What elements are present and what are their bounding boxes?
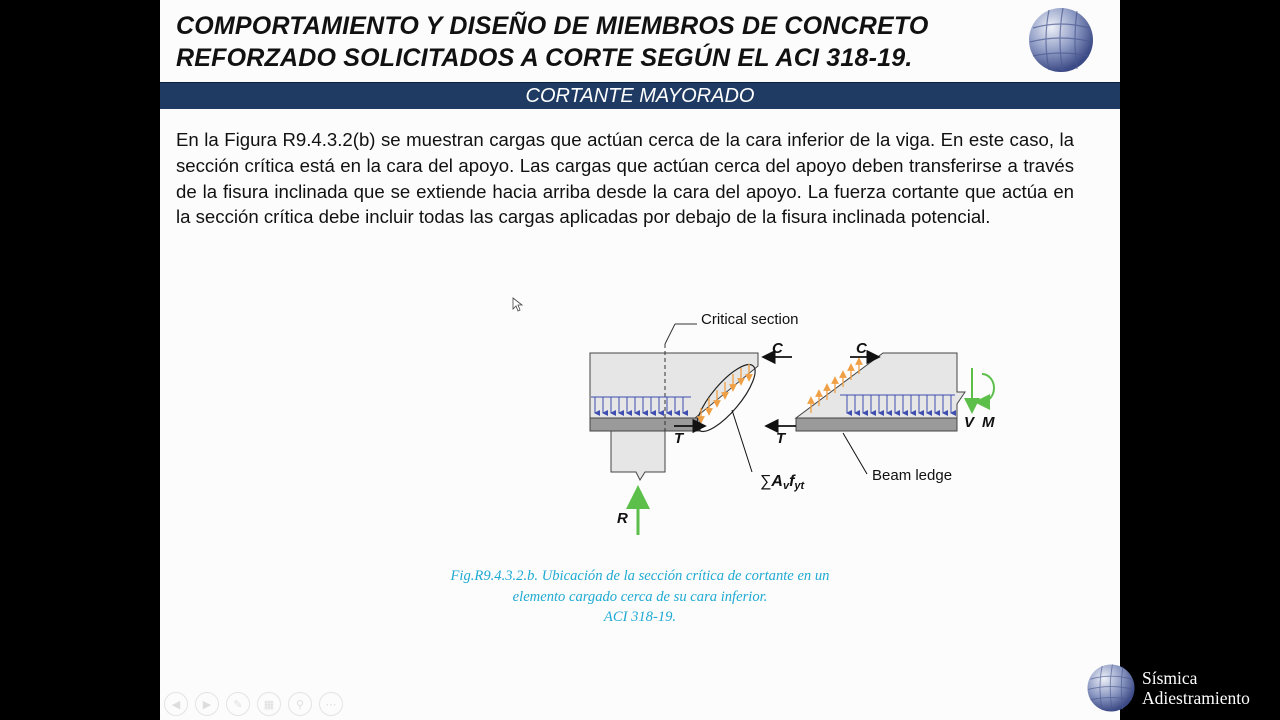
right-beam-body xyxy=(796,353,965,418)
compression-c-label-left: C xyxy=(772,340,783,357)
zoom-icon[interactable]: ⚲ xyxy=(288,692,312,716)
brand-globe-icon xyxy=(1086,663,1136,713)
figure-caption xyxy=(340,566,940,628)
reaction-r-label: R xyxy=(617,510,628,527)
moment-arc xyxy=(982,374,994,402)
tension-t-label-left: T xyxy=(674,430,684,447)
brand-line-2: Adiestramiento xyxy=(1142,688,1250,708)
slide xyxy=(160,0,1120,720)
presentation-controls xyxy=(164,692,343,716)
brand-line-1: Sísmica xyxy=(1142,668,1198,688)
right-ledge xyxy=(796,418,957,431)
slides-icon[interactable]: ▦ xyxy=(257,692,281,716)
moment-m-label: M xyxy=(982,414,995,431)
critical-section-label: Critical section xyxy=(701,311,799,328)
caption-line-3: ACI 318-19. xyxy=(603,609,677,625)
brand-text xyxy=(1142,668,1250,708)
pen-icon[interactable]: ✎ xyxy=(226,692,250,716)
body-paragraph: En la Figura R9.4.3.2(b) se muestran cargas que actúan cerca de la cara inferior de la viga. En este caso, la sección crítica está en la cara del apoyo. Las cargas que actúan cerca del apoyo deben transferirse a través de la fisura inclinada que se extiende hacia arriba desde la cara del apoyo. La fuerza cortante que actúa en la sección crítica debe incluir todas las cargas aplicadas por debajo de la fisura inclinada potencial. xyxy=(176,129,1074,228)
globe-logo-icon xyxy=(1027,6,1095,74)
tension-t-label-right: T xyxy=(776,430,786,447)
next-icon[interactable]: ▶ xyxy=(195,692,219,716)
support-column xyxy=(611,431,665,480)
section-banner: CORTANTE MAYORADO xyxy=(160,82,1120,109)
left-ledge xyxy=(590,418,700,431)
compression-c-label-right: C xyxy=(856,340,867,357)
slide-title: COMPORTAMIENTO Y DISEÑO DE MIEMBROS DE CONCRETO REFORZADO SOLICITADOS A CORTE SEGÚN EL ACI 318-19. xyxy=(176,12,929,72)
stirrup-sum-label: ∑Avfyt xyxy=(760,473,805,492)
beam-ledge-figure xyxy=(410,288,995,548)
mouse-cursor-icon xyxy=(512,297,524,313)
caption-line-2: elemento cargado cerca de su cara inferior. xyxy=(512,588,768,605)
previous-icon[interactable]: ◀ xyxy=(164,692,188,716)
beam-ledge-label: Beam ledge xyxy=(872,467,953,484)
shear-v-label: V xyxy=(964,414,975,431)
caption-line-1: Fig.R9.4.3.2.b. Ubicación de la sección crítica de cortante en un xyxy=(450,568,830,584)
more-icon[interactable]: ⋯ xyxy=(319,692,343,716)
